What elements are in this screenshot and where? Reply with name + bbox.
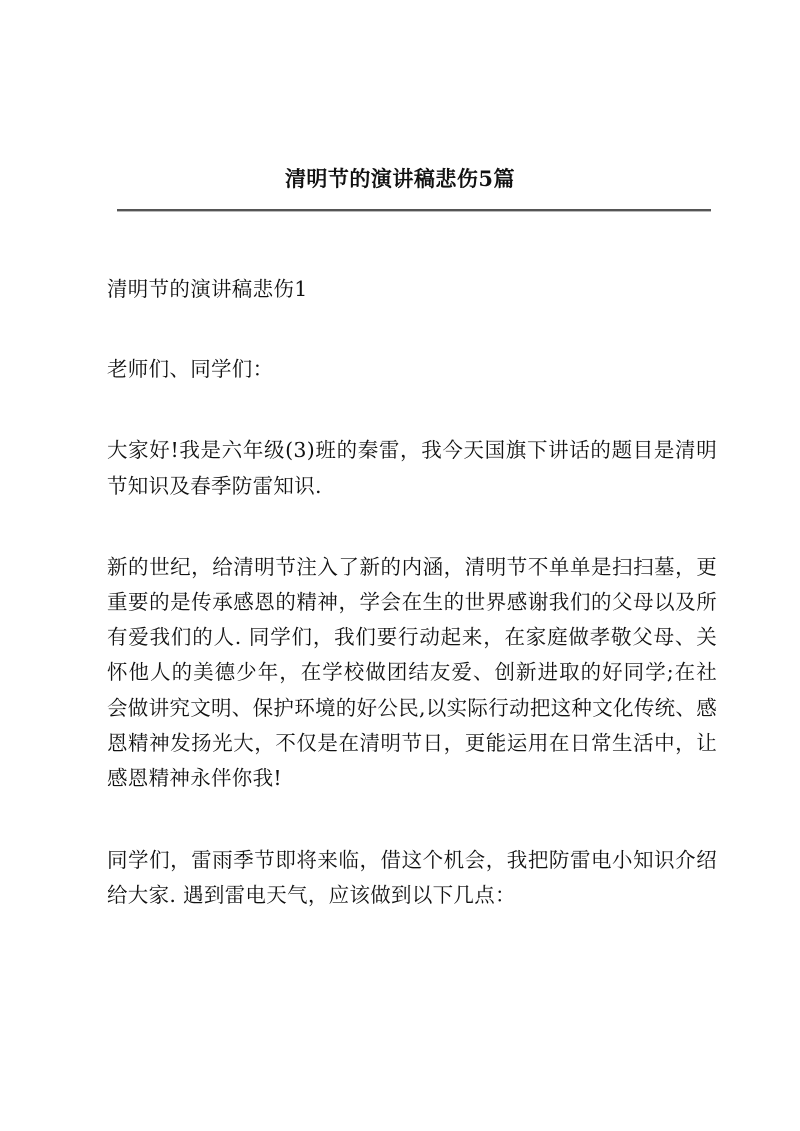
paragraph-intro: 大家好!我是六年级(3)班的秦雷，我今天国旗下讲话的题目是清明节知识及春季防雷知识. [107, 438, 717, 498]
paragraph-greeting: 老师们、同学们： [107, 357, 274, 382]
document-title: 清明节的演讲稿悲伤5篇 [284, 166, 516, 191]
section-heading: 清明节的演讲稿悲伤1 [107, 277, 308, 301]
title-divider [117, 209, 711, 211]
paragraph-lightning-safety: 同学们，雷雨季节即将来临，借这个机会，我把防雷电小知识介绍给大家. 遇到雷电天气，应该做到以下几点： [107, 848, 717, 908]
paragraph-gratitude: 新的世纪，给清明节注入了新的内涵，清明节不单单是扫扫墓，更重要的是传承感恩的精神，学会在生的世界感谢我们的父母以及所有爱我们的人. 同学们，我们要行动起来，在家庭做孝敬父母、关怀他人的美德少年，在学校做团结友爱、创新进取的好同学;在社会做讲究文明、保护环境的好公民,以实际行动把这种文化传统、感恩精神发扬光大，不仅是在清明节日，更能运用在日常生活中，让感恩精神永伴你我! [107, 554, 718, 791]
document-body [107, 272, 717, 914]
